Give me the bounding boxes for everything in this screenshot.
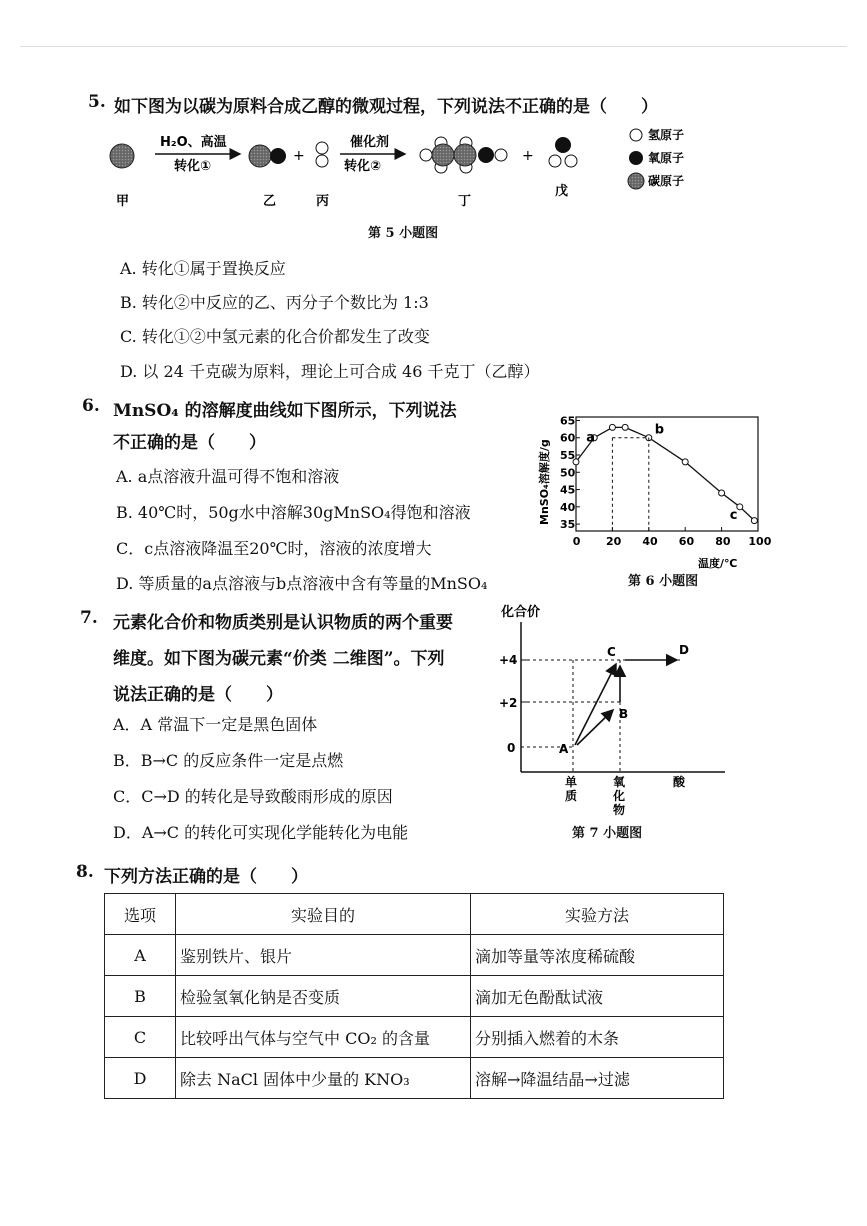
- q7-option-d: D．A→C 的转化可实现化学能转化为电能: [113, 823, 409, 842]
- q7-stem-line2: 维度。如下图为碳元素“价类 二维图”。下列: [113, 649, 445, 669]
- table-cell: C: [105, 1017, 176, 1058]
- q5-caption: 第 5 小题图: [368, 226, 439, 241]
- legend-hydrogen-icon: [630, 129, 642, 141]
- q7-ytick-plus2: +2: [499, 696, 518, 710]
- table-row: [105, 1017, 724, 1058]
- svg-text:质: 质: [565, 789, 578, 803]
- arrow2-top-label: 催化剂: [350, 135, 390, 150]
- q5-option-b: B. 转化②中反应的乙、丙分子个数比为 1:3: [120, 293, 429, 312]
- q6-number: 6.: [82, 396, 100, 416]
- y-tick-label: 65: [560, 414, 576, 428]
- q7-point-b: B: [619, 707, 629, 721]
- data-point: [719, 490, 725, 496]
- valence-class-diagram: [495, 602, 735, 822]
- table-row: [105, 976, 724, 1017]
- q7-point-d: D: [679, 643, 689, 657]
- table-cell: 鉴别铁片、银片: [176, 935, 471, 976]
- x-tick-label: 60: [678, 535, 695, 548]
- q6-stem-line1: MnSO₄ 的溶解度曲线如下图所示，下列说法: [113, 401, 457, 421]
- y-tick-label: 40: [560, 500, 576, 514]
- y-tick-label: 60: [560, 431, 576, 445]
- chart-xlabel: 温度/℃: [698, 557, 738, 570]
- y-tick-label: 55: [560, 449, 576, 462]
- table-header-option: 选项: [105, 894, 176, 935]
- yi-carbon-atom: [249, 145, 271, 167]
- q6-option-b: B. 40℃时，50g水中溶解30gMnSO₄得饱和溶液: [116, 503, 471, 522]
- legend-oxygen: 氧原子: [648, 151, 685, 165]
- legend-hydrogen: 氢原子: [648, 128, 685, 142]
- table-cell: 比较呼出气体与空气中 CO₂ 的含量: [176, 1017, 471, 1058]
- solubility-chart: [528, 405, 778, 570]
- x-tick-label: 80: [715, 535, 731, 548]
- label-jia: 甲: [116, 194, 130, 209]
- legend-carbon-icon: [628, 173, 644, 189]
- table-row: [105, 935, 724, 976]
- q7-point-c: C: [607, 645, 616, 659]
- table-cell: 溶解→降温结晶→过滤: [471, 1058, 724, 1099]
- solubility-curve: [576, 427, 754, 520]
- data-point: [737, 504, 743, 510]
- q5-number: 5.: [88, 92, 106, 112]
- arrow1-top-label: H₂O、高温: [160, 135, 227, 150]
- q7-number: 7.: [80, 608, 98, 628]
- table-header-purpose: 实验目的: [176, 894, 471, 935]
- y-tick-label: 50: [560, 466, 576, 480]
- table-row: [105, 1058, 724, 1099]
- top-rule: [20, 46, 847, 47]
- table-cell: A: [105, 935, 176, 976]
- q7-option-c: C．C→D 的转化是导致酸雨形成的原因: [113, 787, 393, 806]
- legend-carbon: 碳原子: [648, 174, 685, 188]
- q5-option-a: A. 转化①属于置换反应: [120, 259, 286, 278]
- label-yi: 乙: [263, 194, 277, 209]
- q7-caption: 第 7 小题图: [572, 826, 643, 841]
- y-tick-label: 45: [560, 483, 576, 497]
- point-label-a: a: [586, 430, 595, 446]
- ding-oxygen-atom: [478, 147, 494, 163]
- q7-xtick-oxide: 氧: [613, 775, 626, 789]
- data-point: [751, 518, 757, 524]
- q7-xtick-element: 单: [565, 775, 578, 789]
- q6-option-c: C．c点溶液降温至20℃时，溶液的浓度增大: [116, 539, 432, 558]
- bing-h-atom-1: [316, 142, 328, 154]
- plus-1: +: [293, 148, 305, 164]
- x-tick-label: 40: [642, 535, 658, 548]
- q7-point-a: A: [559, 742, 569, 756]
- svg-text:化: 化: [613, 789, 626, 803]
- q5-option-c: C. 转化①②中氢元素的化合价都发生了改变: [120, 327, 430, 346]
- table-header-method: 实验方法: [471, 894, 724, 935]
- table-cell: 除去 NaCl 固体中少量的 KNO₃: [176, 1058, 471, 1099]
- q7-ytick-0: 0: [507, 741, 516, 755]
- x-tick-label: 20: [606, 535, 622, 548]
- data-point: [682, 459, 688, 465]
- bing-h-atom-2: [316, 155, 328, 167]
- q8-stem: 下列方法正确的是（ ）: [104, 867, 308, 887]
- table-cell: D: [105, 1058, 176, 1099]
- data-point: [609, 424, 615, 430]
- table-cell: 滴加无色酚酞试液: [471, 976, 724, 1017]
- ding-carbon-atom-2: [454, 144, 476, 166]
- q5-stem: 如下图为以碳为原料合成乙醇的微观过程，下列说法不正确的是（ ）: [114, 97, 658, 117]
- arrow2-bottom-label: 转化②: [344, 159, 382, 174]
- q7-stem-line1: 元素化合价和物质类别是认识物质的两个重要: [113, 613, 453, 633]
- q7-option-a: A．A 常温下一定是黑色固体: [113, 715, 318, 734]
- q6-option-d: D. 等质量的a点溶液与b点溶液中含有等量的MnSO₄: [116, 574, 488, 593]
- x-tick-label: 0: [572, 535, 581, 548]
- legend-oxygen-icon: [629, 151, 643, 165]
- q8-table: [104, 893, 724, 1099]
- point-label-c: c: [729, 507, 738, 523]
- table-cell: 分别插入燃着的木条: [471, 1017, 724, 1058]
- chart-ylabel: MnSO₄溶解度/g: [538, 439, 551, 525]
- q6-option-a: A. a点溶液升温可得不饱和溶液: [116, 467, 340, 486]
- svg-text:物: 物: [613, 803, 626, 817]
- q7-xtick-acid: 酸: [673, 775, 686, 789]
- label-wu: 戊: [555, 184, 569, 199]
- q7-y-title: 化合价: [501, 605, 541, 620]
- q7-stem-line3: 说法正确的是（ ）: [113, 685, 283, 705]
- label-ding: 丁: [458, 194, 472, 209]
- table-cell: 滴加等量等浓度稀硫酸: [471, 935, 724, 976]
- ding-carbon-atom-1: [432, 144, 454, 166]
- q7-ytick-plus4: +4: [499, 653, 518, 667]
- wu-oxygen-atom: [555, 137, 571, 153]
- q5-reaction-diagram: [100, 122, 720, 222]
- plus-2: +: [522, 148, 534, 164]
- arrow1-bottom-label: 转化①: [174, 159, 212, 174]
- q6-stem-line2: 不正确的是（ ）: [113, 433, 266, 453]
- q6-caption: 第 6 小题图: [628, 574, 699, 589]
- carbon-atom-jia: [110, 144, 134, 168]
- arrow-a-to-b: [577, 710, 613, 745]
- label-bing: 丙: [316, 194, 330, 209]
- data-point: [622, 424, 628, 430]
- q5-option-d: D. 以 24 千克碳为原料，理论上可合成 46 千克丁（乙醇）: [120, 362, 540, 381]
- arrow-a-to-c: [575, 664, 616, 745]
- y-tick-label: 35: [560, 518, 576, 532]
- q7-option-b: B．B→C 的反应条件一定是点燃: [113, 751, 344, 770]
- q8-number: 8.: [76, 862, 94, 882]
- table-cell: 检验氢氧化钠是否变质: [176, 976, 471, 1017]
- point-label-b: b: [654, 422, 665, 438]
- table-cell: B: [105, 976, 176, 1017]
- table-header-row: [105, 894, 724, 935]
- x-tick-label: 100: [748, 535, 772, 548]
- yi-oxygen-atom: [270, 148, 286, 164]
